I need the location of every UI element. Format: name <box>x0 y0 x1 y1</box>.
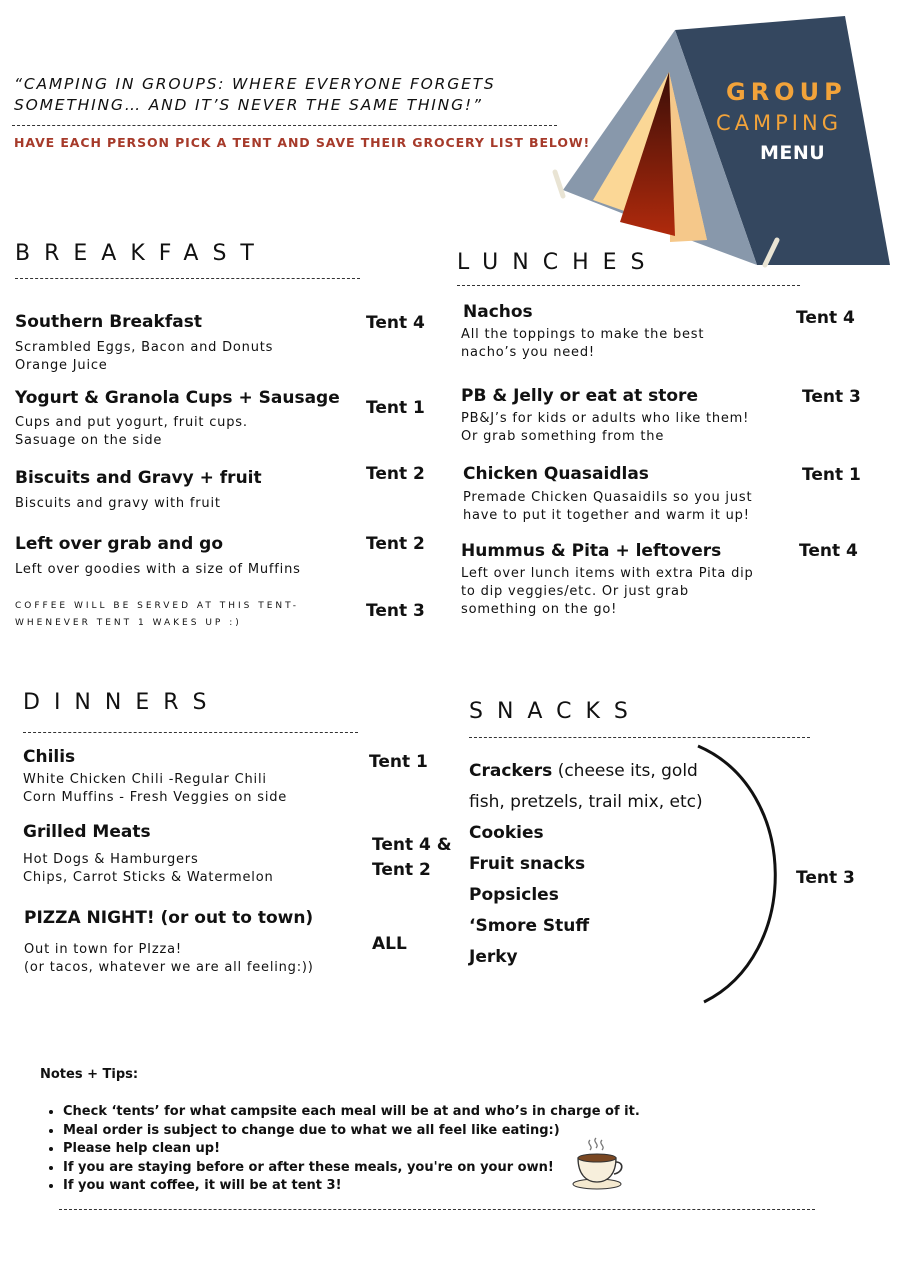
dinner-item-tent: Tent 1 <box>369 752 428 772</box>
breakfast-divider <box>15 278 360 279</box>
breakfast-item-title: Southern Breakfast <box>15 312 202 332</box>
lunches-heading: LUNCHES <box>457 250 659 275</box>
lunch-item-tent: Tent 4 <box>799 541 858 561</box>
breakfast-item-title: Left over grab and go <box>15 534 224 554</box>
quote-line-1: “CAMPING IN GROUPS: WHERE EVERYONE FORGETS <box>14 75 496 93</box>
lunch-item-desc: Left over lunch items with extra Pita dip to dip veggies/etc. Or just grab something on the go! <box>461 566 754 617</box>
lunch-item-desc: All the toppings to make the best nacho’s you need! <box>461 327 705 360</box>
coffee-cup-icon <box>570 1136 628 1192</box>
dinner-item-title: PIZZA NIGHT! (or out to town) <box>24 908 314 928</box>
header-divider <box>12 125 557 126</box>
lunch-item-desc: PB&J’s for kids or adults who like them! Or grab something from the <box>461 411 750 444</box>
notes-item: • Check ‘tents’ for what campsite each meal will be at and who’s in charge of it. <box>63 1103 640 1122</box>
snack-item: ‘Smore Stuff <box>469 916 590 936</box>
tent-illustration-icon <box>545 10 899 275</box>
lunch-item-tent: Tent 1 <box>802 465 861 485</box>
dinner-item-desc: Hot Dogs & Hamburgers Chips, Carrot Sticks & Watermelon <box>23 852 274 885</box>
snack-bracket-arc <box>690 740 790 1010</box>
lunch-item-tent: Tent 4 <box>796 308 855 328</box>
snacks-divider <box>469 737 810 738</box>
notes-item: • If you want coffee, it will be at tent 3! <box>63 1177 640 1196</box>
footer-divider <box>59 1209 815 1210</box>
dinner-item-desc: Out in town for PIzza! (or tacos, whatever we are all feeling:)) <box>24 942 314 975</box>
dinners-heading: DINNERS <box>23 690 221 715</box>
snack-item: Crackers (cheese its, gold <box>469 761 698 781</box>
snacks-tent: Tent 3 <box>796 868 855 888</box>
breakfast-item-tent: Tent 1 <box>366 398 425 418</box>
lunch-item-title: Nachos <box>463 302 533 322</box>
notes-title: Notes + Tips: <box>40 1067 139 1082</box>
lunch-item-title: Chicken Quasaidlas <box>463 464 649 484</box>
header-quote <box>14 74 534 116</box>
snack-item: Popsicles <box>469 885 559 905</box>
breakfast-item-tent: Tent 2 <box>366 534 425 554</box>
snack-item: Jerky <box>469 947 518 967</box>
breakfast-item-desc: Cups and put yogurt, fruit cups. Sasuage on the side <box>15 415 248 448</box>
lunches-divider <box>457 285 800 286</box>
dinner-item-tent: ALL <box>372 934 407 954</box>
instruction-text: HAVE EACH PERSON PICK A TENT AND SAVE THEIR GROCERY LIST BELOW! <box>14 135 591 150</box>
lunch-item-tent: Tent 3 <box>802 387 861 407</box>
breakfast-item-title: Yogurt & Granola Cups + Sausage <box>15 388 340 408</box>
breakfast-item-title: Biscuits and Gravy + fruit <box>15 468 262 488</box>
breakfast-item-tent: Tent 4 <box>366 313 425 333</box>
snack-item: Fruit snacks <box>469 854 586 874</box>
breakfast-item-tent: Tent 2 <box>366 464 425 484</box>
snack-item-continued: fish, pretzels, trail mix, etc) <box>469 792 703 812</box>
dinner-item-title: Grilled Meats <box>23 822 151 842</box>
title-camping: CAMPING <box>716 111 842 135</box>
snack-item: Cookies <box>469 823 544 843</box>
lunch-item-title: Hummus & Pita + leftovers <box>461 541 722 561</box>
coffee-note: COFFEE WILL BE SERVED AT THIS TENT- WHENEVER TENT 1 WAKES UP :) <box>15 601 300 628</box>
breakfast-item-desc: Left over goodies with a size of Muffins <box>15 562 301 577</box>
notes-item: • If you are staying before or after these meals, you're on your own! <box>63 1159 640 1178</box>
quote-line-2: SOMETHING… AND IT’S NEVER THE SAME THING!” <box>14 96 483 114</box>
lunch-item-desc: Premade Chicken Quasaidils so you just have to put it together and warm it up! <box>463 490 753 523</box>
snacks-heading: SNACKS <box>469 699 642 724</box>
lunch-item-title: PB & Jelly or eat at store <box>461 386 698 406</box>
breakfast-heading: BREAKFAST <box>15 241 268 266</box>
snack-list <box>469 756 703 973</box>
dinner-item-title: Chilis <box>23 747 76 767</box>
coffee-tent: Tent 3 <box>366 601 425 621</box>
title-group: GROUP <box>726 78 847 106</box>
title-menu: MENU <box>760 142 826 164</box>
notes-item: • Meal order is subject to change due to what we all feel like eating:) <box>63 1122 640 1141</box>
dinner-item-tent: Tent 4 & Tent 2 <box>372 835 452 880</box>
dinners-divider <box>23 732 358 733</box>
notes-list <box>40 1103 640 1196</box>
breakfast-item-desc: Biscuits and gravy with fruit <box>15 496 221 511</box>
notes-item: • Please help clean up! <box>63 1140 640 1159</box>
breakfast-item-desc: Scrambled Eggs, Bacon and Donuts Orange Juice <box>15 340 274 373</box>
dinner-item-desc: White Chicken Chili -Regular Chili Corn Muffins - Fresh Veggies on side <box>23 772 288 805</box>
